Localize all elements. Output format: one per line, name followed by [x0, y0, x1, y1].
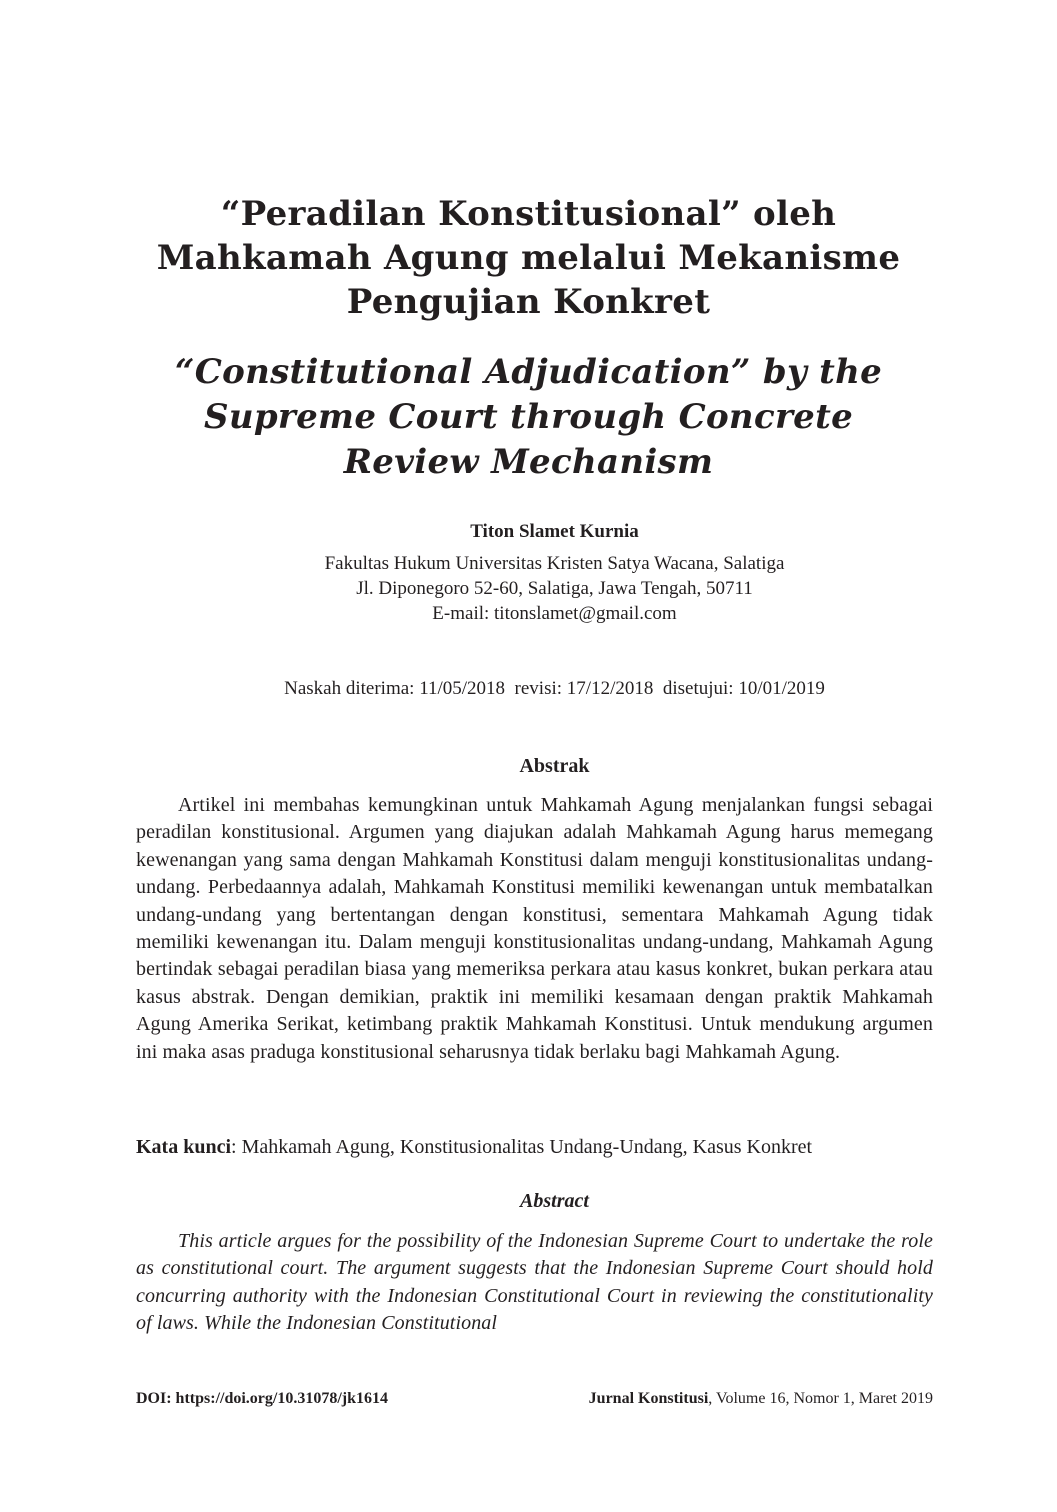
- keywords-value: : Mahkamah Agung, Konstitusionalitas Undang-Undang, Kasus Konkret: [231, 1136, 813, 1158]
- author-email: E-mail: titonslamet@gmail.com: [432, 603, 677, 624]
- keywords-line: [136, 1134, 936, 1160]
- footer-doi: DOI: https://doi.org/10.31078/jk1614: [136, 1390, 389, 1407]
- title-indonesian-line-2: Mahkamah Agung melalui Mekanisme: [156, 238, 901, 278]
- title-english-line-1: “Constitutional Adjudication” by the: [174, 352, 883, 392]
- footer-journal-issue: , Volume 16, Nomor 1, Maret 2019: [708, 1390, 933, 1407]
- author-name: Titon Slamet Kurnia: [470, 521, 639, 542]
- title-indonesian-line-3: Pengujian Konkret: [346, 282, 711, 322]
- abstract-text: This article argues for the possibility of the Indonesian Supreme Court to undertake the role as constitutional court. The argument suggests that the Indonesian Supreme Court should hold concurring authority with the Indonesian Constitutional Court in reviewing the constitutionality of laws. While the Indonesian Constitutional: [136, 1230, 933, 1335]
- abstract-heading: Abstract: [520, 1190, 589, 1212]
- footer-journal: [589, 1388, 933, 1410]
- title-english: [120, 350, 937, 485]
- title-indonesian: [120, 192, 937, 324]
- keywords-label: Kata kunci: [136, 1136, 232, 1158]
- abstrak-text: Artikel ini membahas kemungkinan untuk Mahkamah Agung menjalankan fungsi sebagai peradilan konstitusional. Argumen yang diajukan adalah Mahkamah Agung harus memegang kewenangan yang sama dengan Mahkamah Konstitusi dalam menguji konstitusionalitas undang-undang. Perbedaannya adalah, Mahkamah Konstitusi memiliki kewenangan untuk membatalkan undang-undang yang bertentangan dengan konstitusi, sementara Mahkamah Agung tidak memiliki kewenangan itu. Dalam menguji konstitusionalitas undang-undang, Mahkamah Agung bertindak sebagai peradilan biasa yang memeriksa perkara atau kasus konkret, bukan perkara atau kasus abstrak. Dengan demikian, praktik ini memiliki kesamaan dengan praktik Mahkamah Agung Amerika Serikat, ketimbang praktik Mahkamah Konstitusi. Untuk mendukung argumen ini maka asas praduga konstitusional seharusnya tidak berlaku bagi Mahkamah Agung.: [136, 794, 933, 1063]
- title-english-line-3: Review Mechanism: [343, 442, 714, 482]
- author-affiliation-block: [140, 551, 969, 626]
- author-affiliation: Fakultas Hukum Universitas Kristen Satya Wacana, Salatiga: [324, 553, 785, 574]
- submission-dates: Naskah diterima: 11/05/2018 revisi: 17/12/2018 disetujui: 10/01/2019: [284, 678, 825, 699]
- author-address: Jl. Diponegoro 52-60, Salatiga, Jawa Tengah, 50711: [356, 578, 753, 599]
- footer-journal-name: Jurnal Konstitusi: [588, 1390, 709, 1407]
- abstrak-heading: Abstrak: [519, 755, 590, 777]
- title-english-line-2: Supreme Court through Concrete: [203, 397, 854, 437]
- title-indonesian-line-1: “Peradilan Konstitusional” oleh: [220, 194, 837, 234]
